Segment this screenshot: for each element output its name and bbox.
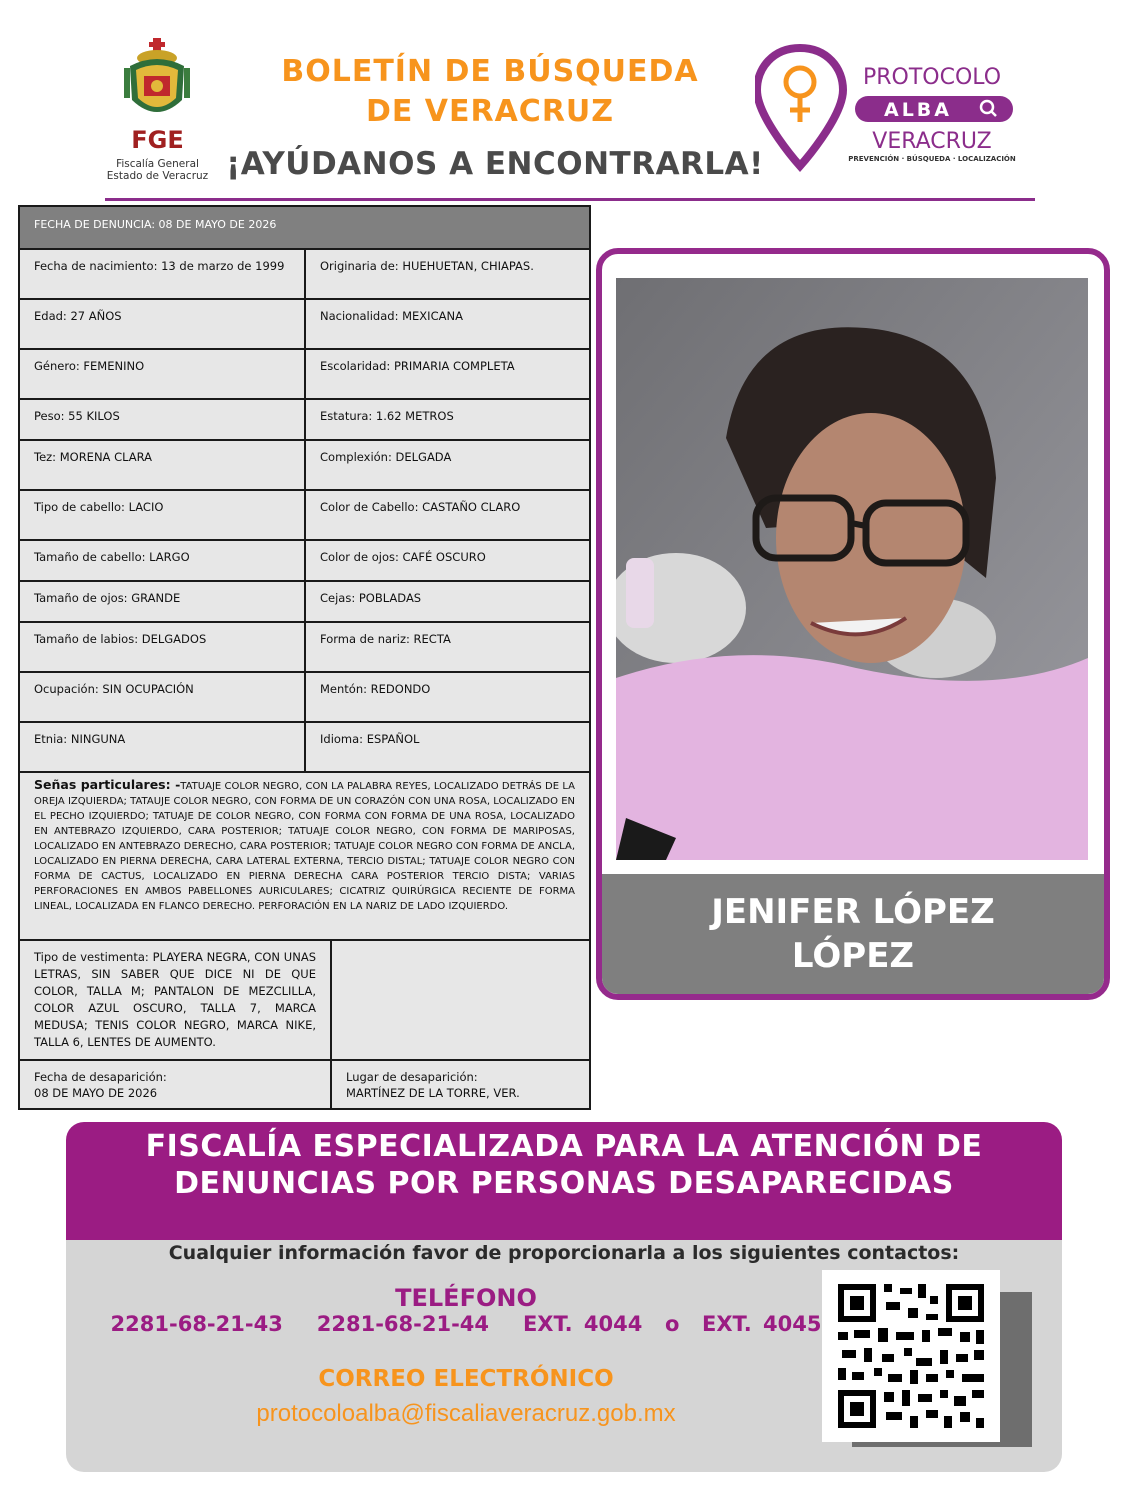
detail-value: DELGADA [395,450,452,464]
alba-tagline: PREVENCIÓN · BÚSQUEDA · LOCALIZACIÓN [848,155,1016,163]
detail-value: POBLADAS [358,591,422,605]
detail-row [20,582,589,623]
person-name-line1: JENIFER LÓPEZ [711,892,995,932]
qr-code[interactable] [822,1270,1000,1442]
detail-left-cell [20,400,306,439]
detail-row [20,441,589,491]
detail-value: NINGUNA [70,732,126,746]
particular-marks [20,769,589,939]
detail-row [20,541,589,582]
phone-label: TELÉFONO [395,1284,537,1312]
detail-row [20,250,589,300]
detail-right-cell [306,491,589,539]
detail-label: Tamaño de ojos: [34,591,128,605]
alba-veracruz-text: VERACRUZ [872,129,992,154]
detail-value: 1.62 METROS [375,409,454,423]
fiscalia-title [66,1128,1062,1202]
detail-value: CASTAÑO CLARO [422,500,521,514]
detail-right-cell [306,400,589,439]
detail-value: MORENA CLARA [59,450,153,464]
detail-left-cell [20,441,306,489]
phone-numbers[interactable]: 2281-68-21-43 2281-68-21-44 EXT. 4044 o EXT. 4045 [110,1312,822,1336]
detail-label: Estatura: [320,409,373,423]
detail-right-cell [306,441,589,489]
detail-label: Ocupación: [34,682,99,696]
detail-row [20,673,589,723]
detail-value: FEMENINO [83,359,145,373]
detail-row [20,491,589,541]
fge-name-line2: Estado de Veracruz [106,170,209,182]
detail-label: Tipo de cabello: [34,500,125,514]
detail-left-cell [20,491,306,539]
detail-left-cell [20,623,306,671]
detail-row [20,300,589,350]
detail-left-cell [20,582,306,621]
detail-value: DELGADOS [141,632,207,646]
fge-acronym: FGE [131,126,184,154]
detail-value: LACIO [128,500,164,514]
detail-value: HUEHUETAN, CHIAPAS. [402,259,534,273]
detail-label: Complexión: [320,450,392,464]
detail-left-cell [20,723,306,771]
fge-full-name [100,158,215,182]
detail-right-cell [306,582,589,621]
detail-left-cell [20,350,306,398]
detail-row [20,350,589,400]
qr-code-icon [822,1270,1000,1442]
detail-value: 55 KILOS [68,409,120,423]
detail-label: Tamaño de cabello: [34,550,146,564]
photo-card [596,248,1110,1000]
detail-label: Fecha de nacimiento: [34,259,158,273]
female-symbol-icon [786,68,814,122]
detail-label: Mentón: [320,682,367,696]
veracruz-coat-of-arms-icon [122,38,192,128]
clothing-row [20,941,589,1061]
disappearance-row [20,1061,589,1108]
clothing-label: Tipo de vestimenta: [34,950,149,964]
detail-label: Originaria de: [320,259,399,273]
detail-left-cell [20,250,306,298]
help-find-her-heading: ¡AYÚDANOS A ENCONTRARLA! [226,146,764,182]
detail-value: GRANDE [131,591,181,605]
clothing [20,941,332,1059]
detail-value: CAFÉ OSCURO [402,550,486,564]
alba-protocolo-text: PROTOCOLO [862,65,1002,90]
detail-label: Color de ojos: [320,550,399,564]
detail-label: Cejas: [320,591,356,605]
detail-label: Género: [34,359,80,373]
fiscalia-title-line1: FISCALÍA ESPECIALIZADA PARA LA ATENCIÓN DE [145,1129,983,1164]
detail-label: Edad: [34,309,67,323]
name-plate [602,874,1104,1000]
disappearance-place-value: MARTÍNEZ DE LA TORRE, VER. [346,1086,520,1100]
detail-value: MEXICANA [402,309,463,323]
particular-marks-value: TATUAJE COLOR NEGRO, CON LA PALABRA REYES, LOCALIZADO DETRÁS DE LA OREJA IZQUIERDA; TATAUJE COLOR NEGRO, CON FORMA DE UN CORAZÓN CON UNA ROSA, LOCALIZADO EN EL PECHO IZQUIERDO; TATUAJE DE COLOR NEGRO, CON FORMA CON FORMA DE UNA ROSA, LOCALIZADO EN ANTEBRAZO IZQUIERDO, CARA POSTERIOR; TATUAJE COLOR NEGRO, CON FORMA DE MARIPOSAS, LOCALIZADO EN ANTEBRAZO DERECHO, CARA POSTERIOR; TATUAJE COLOR NEGRO CON FORMA DE ANCLA, LOCALIZADO EN PIERNA DERECHA, CARA LATERAL EXTERNA, TERCIO DISTAL; TATUAJE COLOR NEGRO CON FORMA DE CACTUS, LOCALIZADO EN PIERNA DERECHA CARA POSTERIOR TERCIO DISTA; VARIAS PERFORACIONES EN AMBOS PABELLONES AURICULARES; CICATRIZ QUIRÚRGICA RECIENTE DE FORMA LINEAL, LOCALIZADA EN FLANCO DERECHO. PERFORACIÓN EN LA NARIZ DE LADO IZQUIERDO. [34,781,575,912]
person-name [602,890,1104,978]
detail-label: Tamaño de labios: [34,632,139,646]
detail-right-cell [306,250,589,298]
detail-value: ESPAÑOL [366,732,420,746]
detail-value: 13 de marzo de 1999 [161,259,285,273]
detail-row [20,400,589,441]
fiscalia-title-line2: DENUNCIAS POR PERSONAS DESAPARECIDAS [174,1166,954,1201]
clothing-value: PLAYERA NEGRA, CON UNAS LETRAS, SIN SABER QUE DICE NI DE QUE COLOR, TALLA M; PANTALON DE MEZCLILLA, COLOR AZUL OSCURO, TALLA 7, MARCA MEDUSA; TENIS COLOR NEGRO, MARCA NIKE, TALLA 6, LENTES DE AUMENTO. [34,950,316,1049]
email-label: CORREO ELECTRÓNICO [318,1366,614,1392]
person-name-line2: LÓPEZ [791,936,915,976]
contact-intro: Cualquier información favor de proporcionarla a los siguientes contactos: [168,1242,960,1264]
detail-label: Peso: [34,409,65,423]
fge-logo [100,38,215,183]
bulletin-title [240,52,740,132]
bulletin-title-line2: DE VERACRUZ [365,94,615,129]
detail-left-cell [20,300,306,348]
detail-row [20,623,589,673]
detail-label: Forma de nariz: [320,632,410,646]
fiscalia-banner [66,1122,1062,1240]
protocolo-alba-logo [755,44,1025,174]
fge-name-line1: Fiscalía General [116,158,199,170]
detail-left-cell [20,673,306,721]
detail-right-cell [306,350,589,398]
particular-marks-row [20,769,589,941]
disappearance-place-label: Lugar de desaparición: [346,1070,478,1084]
detail-label: Etnia: [34,732,68,746]
detail-label: Color de Cabello: [320,500,419,514]
detail-value: LARGO [149,550,190,564]
detail-right-cell [306,673,589,721]
bulletin-title-line1: BOLETÍN DE BÚSQUEDA [281,54,699,89]
disappearance-place [332,1061,589,1108]
complaint-date: FECHA DE DENUNCIA: 08 DE MAYO DE 2026 [20,207,589,248]
detail-value: 27 AÑOS [70,309,122,323]
disappearance-date [20,1061,332,1108]
disappearance-date-value: 08 DE MAYO DE 2026 [34,1086,158,1100]
info-table [18,205,591,1110]
disappearance-date-label: Fecha de desaparición: [34,1070,167,1084]
person-photo [616,278,1088,860]
alba-alba-text: ALBA [884,99,952,121]
particular-marks-label: Señas particulares: - [34,777,181,792]
detail-right-cell [306,623,589,671]
detail-value: PRIMARIA COMPLETA [393,359,515,373]
detail-label: Escolaridad: [320,359,391,373]
clothing-empty-cell [332,941,589,1059]
detail-label: Idioma: [320,732,364,746]
email-address[interactable]: protocoloalba@fiscaliaveracruz.gob.mx [256,1400,676,1427]
detail-value: RECTA [413,632,451,646]
header-divider [105,198,1035,201]
detail-right-cell [306,541,589,580]
detail-value: SIN OCUPACIÓN [102,682,194,696]
detail-right-cell [306,300,589,348]
detail-label: Tez: [34,450,57,464]
detail-row [20,723,589,773]
detail-left-cell [20,541,306,580]
complaint-date-row [20,207,589,250]
detail-label: Nacionalidad: [320,309,399,323]
detail-value: REDONDO [370,682,431,696]
detail-right-cell [306,723,589,771]
